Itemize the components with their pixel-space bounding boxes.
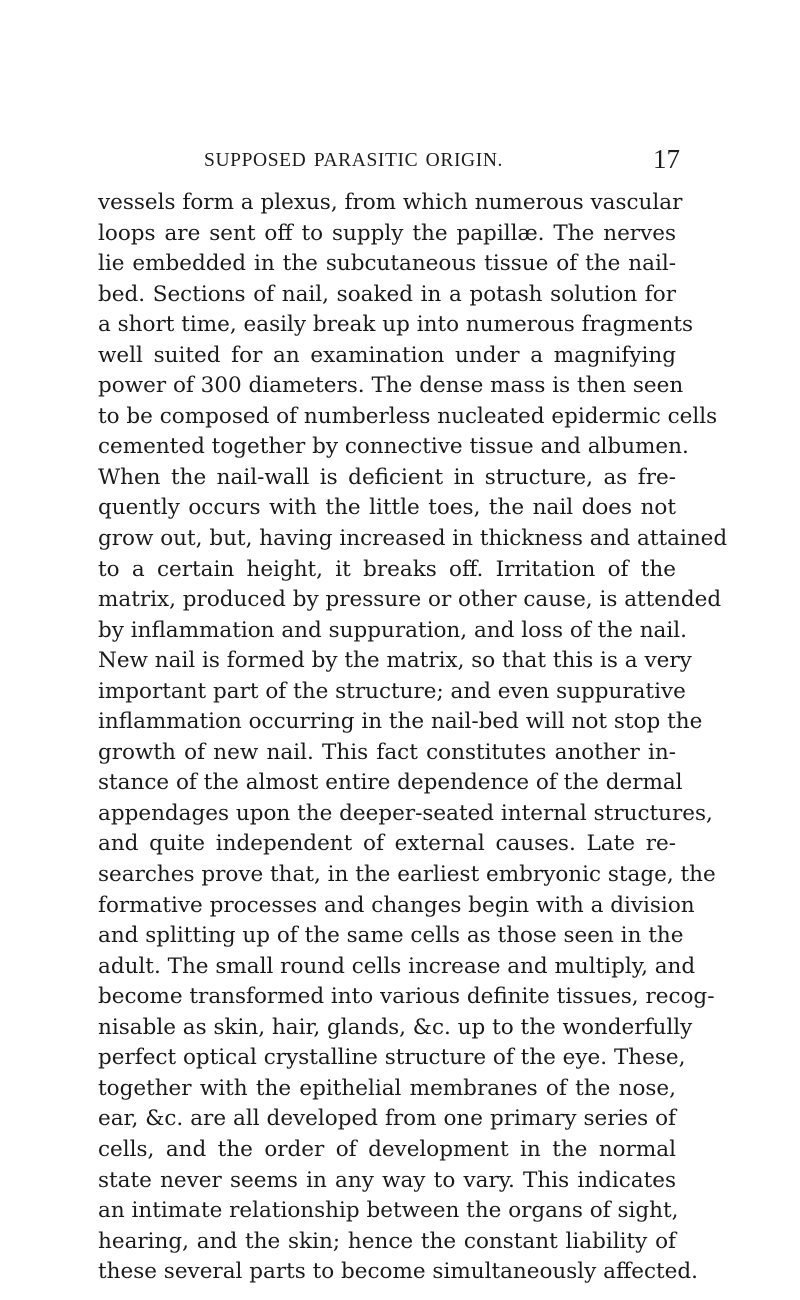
text-line: lie embedded in the subcutaneous tissue of the nail- — [98, 251, 676, 277]
text-line: together with the epithelial membranes of the nose, — [98, 1075, 676, 1101]
text-line: matrix, produced by pressure or other cause, is attended — [98, 587, 722, 613]
text-line: to a certain height, it breaks off. Irritation of the — [98, 556, 676, 582]
text-line: well suited for an examination under a magnifying — [98, 342, 676, 368]
text-line: adult. The small round cells increase and multiply, and — [98, 953, 696, 979]
text-line: New nail is formed by the matrix, so that this is a very — [98, 648, 692, 674]
text-line: state never seems in any way to vary. This indicates — [98, 1167, 676, 1193]
text-line: a short time, easily break up into numerous fragments — [98, 312, 694, 338]
text-line: searches prove that, in the earliest embryonic stage, the — [98, 862, 716, 888]
text-line: by inflammation and suppuration, and loss of the nail. — [98, 617, 687, 643]
text-line: bed. Sections of nail, soaked in a potash solution for — [98, 281, 676, 307]
text-line: When the nail-wall is deficient in structure, as fre- — [98, 464, 676, 490]
running-head — [200, 146, 680, 176]
text-line: appendages upon the deeper-seated internal structures, — [98, 800, 713, 826]
running-title: SUPPOSED PARASITIC ORIGIN. — [204, 150, 503, 171]
text-line: inflammation occurring in the nail-bed will not stop the — [98, 709, 703, 735]
text-line: growth of new nail. This fact constitutes another in- — [98, 739, 676, 765]
text-line: and splitting up of the same cells as those seen in the — [98, 923, 684, 949]
text-line: stance of the almost entire dependence of the dermal — [98, 770, 683, 796]
text-line: cemented together by connective tissue and albumen. — [98, 434, 689, 460]
text-line: these several parts to become simultaneously affected. — [98, 1259, 698, 1285]
text-line: cells, and the order of development in the normal — [98, 1136, 676, 1162]
text-line: and quite independent of external causes. Late re- — [98, 831, 676, 857]
text-line: quently occurs with the little toes, the nail does not — [98, 495, 676, 521]
text-line: nisable as skin, hair, glands, &c. up to the wonderfully — [98, 1014, 693, 1040]
text-line: become transformed into various definite tissues, recog- — [98, 984, 715, 1010]
text-line: ear, &c. are all developed from one primary series of — [98, 1106, 676, 1132]
body-text — [98, 188, 728, 1288]
text-line: to be composed of numberless nucleated epidermic cells — [98, 403, 718, 429]
page-number: 17 — [653, 144, 680, 174]
text-line: loops are sent off to supply the papillæ. The nerves — [98, 220, 676, 246]
text-line: power of 300 diameters. The dense mass is then seen — [98, 373, 684, 399]
text-line: grow out, but, having increased in thickness and attained — [98, 526, 728, 552]
text-line: formative processes and changes begin with a division — [98, 892, 695, 918]
text-line: vessels form a plexus, from which numerous vascular — [98, 190, 683, 215]
text-line: an intimate relationship between the organs of sight, — [98, 1198, 679, 1224]
text-line: hearing, and the skin; hence the constant liability of — [98, 1228, 676, 1254]
text-line: perfect optical crystalline structure of the eye. These, — [98, 1045, 686, 1071]
text-line: important part of the structure; and even suppurative — [98, 678, 686, 704]
